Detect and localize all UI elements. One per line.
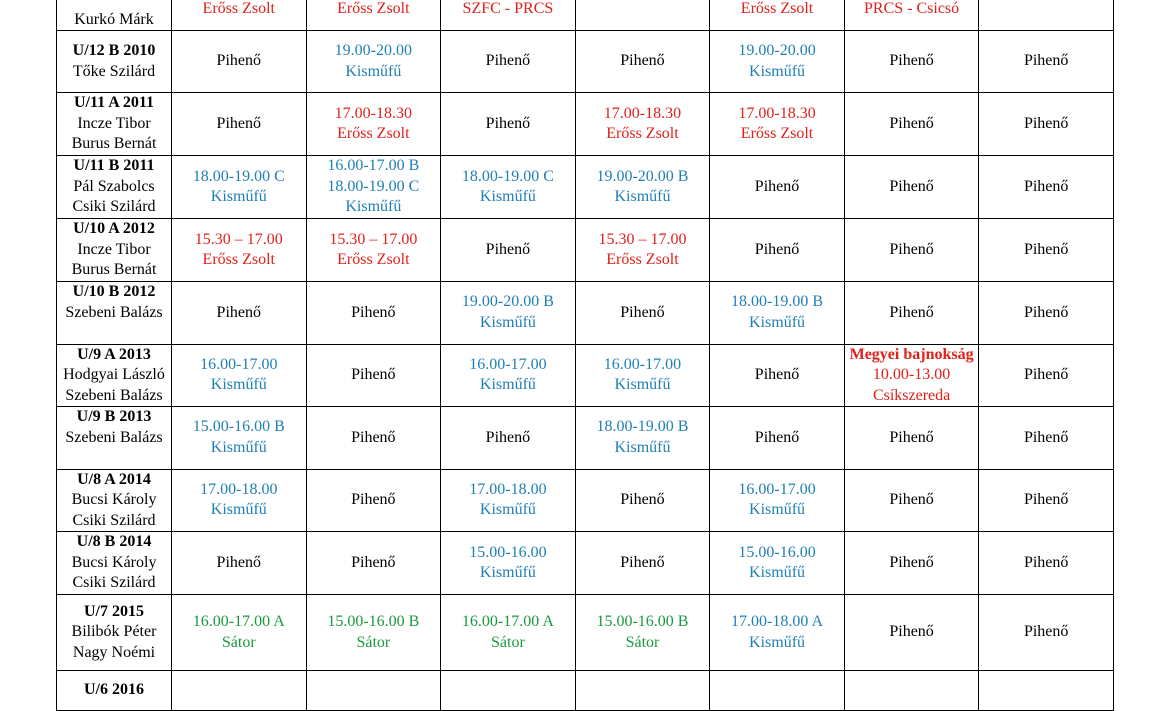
schedule-cell [979, 407, 1114, 470]
schedule-line: Kisműfű [345, 62, 402, 80]
coach-name: Szebeni Balázs [65, 428, 163, 446]
schedule-line: Megyei bajnokság [849, 345, 974, 363]
table-row [57, 671, 1114, 711]
schedule-cell [979, 671, 1114, 711]
schedule-line: Pihenő [216, 553, 261, 571]
table-row [57, 93, 1114, 156]
coach-name: Bilibók Péter [71, 623, 157, 641]
schedule-line: 16.00-17.00 A [192, 613, 285, 630]
schedule-line: 19.00-20.00 B [596, 167, 689, 185]
schedule-line: Kisműfű [210, 501, 267, 519]
coach-name: Nagy Noémi [72, 643, 156, 661]
team-title: U/10 B 2012 [72, 283, 156, 300]
schedule-line: Pihenő [351, 553, 396, 571]
schedule-line: 17.00-18.30 [334, 104, 412, 122]
schedule-line: 18.00-19.00 B [596, 418, 689, 436]
schedule-line: 17.00-18.30 [603, 104, 682, 122]
schedule-line: 15.00-16.00 B [596, 613, 689, 630]
schedule-cell [306, 595, 441, 671]
schedule-line: 16.00-17.00 B [327, 157, 420, 175]
schedule-cell [710, 407, 845, 470]
schedule-line: 10.00-13.00 [872, 366, 951, 383]
team-cell [57, 31, 172, 93]
schedule-cell [979, 469, 1114, 532]
table-row [57, 31, 1114, 93]
schedule-line: Pihenő [351, 366, 396, 383]
schedule-cell [710, 282, 845, 345]
schedule-line: Erőss Zsolt [337, 0, 410, 18]
table-row [57, 344, 1114, 407]
coach-name: Incze Tibor [77, 114, 151, 132]
schedule-cell [710, 93, 845, 156]
table-row [57, 0, 1114, 31]
schedule-line: Erőss Zsolt [202, 251, 275, 268]
schedule-line: Pihenő [889, 114, 934, 132]
team-cell [57, 0, 172, 31]
schedule-line: Kisműfű [479, 376, 536, 394]
schedule-line: 19.00-20.00 B [461, 293, 554, 311]
table-row [57, 282, 1114, 345]
schedule-line: 17.00-18.00 A [731, 613, 824, 630]
team-title: U/8 B 2014 [76, 533, 152, 551]
schedule-line: 16.00-17.00 [200, 355, 278, 373]
schedule-body [57, 0, 1114, 711]
team-cell [57, 282, 172, 345]
schedule-line: Pihenő [754, 366, 800, 383]
team-cell [57, 671, 172, 711]
schedule-cell [979, 282, 1114, 345]
schedule-cell [844, 595, 979, 671]
schedule-line: Kisműfű [749, 313, 806, 331]
training-schedule-table [56, 0, 1114, 711]
schedule-cell [844, 407, 979, 470]
schedule-cell [306, 93, 441, 156]
schedule-cell [710, 0, 845, 31]
schedule-line: Kisműfű [749, 633, 806, 651]
coach-name: Szebeni Balázs [65, 303, 163, 321]
table-row [57, 595, 1114, 671]
schedule-cell [575, 671, 710, 711]
schedule-cell [306, 671, 441, 711]
schedule-line: Erőss Zsolt [740, 125, 814, 142]
schedule-cell [575, 219, 710, 282]
schedule-cell [306, 344, 441, 407]
schedule-line: 19.00-20.00 [334, 42, 412, 59]
team-title: U/12 B 2010 [72, 42, 156, 59]
schedule-line: Pihenő [1023, 177, 1069, 195]
schedule-cell [575, 344, 710, 407]
schedule-cell [710, 31, 845, 93]
schedule-line: 15.30 – 17.00 [194, 230, 283, 248]
schedule-line: Pihenő [620, 52, 665, 70]
schedule-line: Erőss Zsolt [202, 0, 275, 18]
schedule-cell [844, 31, 979, 93]
schedule-line: PRCS - Csicsó [864, 0, 960, 18]
schedule-line: Kisműfű [749, 564, 806, 581]
schedule-cell [306, 469, 441, 532]
schedule-line: Kisműfű [614, 438, 671, 456]
schedule-cell [575, 595, 710, 671]
coach-name: Pál Szabolcs [73, 177, 155, 195]
schedule-cell [575, 156, 710, 219]
schedule-line: 17.00-18.30 [738, 104, 816, 122]
schedule-cell [306, 0, 441, 31]
schedule-line: Pihenő [620, 303, 665, 321]
schedule-line: Kisműfű [614, 188, 671, 205]
schedule-cell [710, 532, 845, 595]
team-cell [57, 344, 172, 407]
coach-name: Bucsi Károly [71, 553, 157, 571]
schedule-cell [441, 156, 576, 219]
schedule-cell [172, 407, 307, 470]
schedule-line: Kisműfű [479, 501, 536, 519]
schedule-cell [710, 671, 845, 711]
schedule-line: 17.00-18.00 [469, 480, 547, 498]
team-title: U/7 2015 [84, 602, 144, 620]
schedule-line: Pihenő [216, 303, 261, 321]
schedule-cell [306, 282, 441, 345]
table-row [57, 219, 1114, 282]
coach-name: Incze Tibor [77, 240, 151, 258]
schedule-line: Kisműfű [345, 198, 402, 216]
schedule-line: 18.00-19.00 B [731, 293, 824, 311]
schedule-cell [844, 156, 979, 219]
coach-name: Burus Bernát [71, 261, 157, 279]
schedule-cell [979, 93, 1114, 156]
schedule-line: Pihenő [485, 428, 531, 446]
schedule-cell [172, 282, 307, 345]
schedule-cell [306, 219, 441, 282]
schedule-cell [172, 532, 307, 595]
team-title: U/8 A 2014 [77, 470, 151, 488]
schedule-cell [575, 31, 710, 93]
coach-name: Csiki Szilárd [72, 574, 156, 592]
schedule-line: Pihenő [1023, 491, 1069, 508]
schedule-cell [441, 31, 576, 93]
schedule-cell [172, 671, 307, 711]
coach-name [57, 323, 171, 344]
schedule-cell [441, 469, 576, 532]
schedule-line: 18.00-19.00 C [192, 167, 285, 185]
schedule-line: Erőss Zsolt [606, 125, 679, 142]
schedule-cell [306, 31, 441, 93]
team-title: U/6 2016 [84, 681, 144, 699]
schedule-line: 16.00-17.00 [603, 355, 682, 373]
schedule-line: Pihenő [889, 428, 934, 446]
schedule-line: 15.00-16.00 B [192, 418, 285, 436]
schedule-line: 18.00-19.00 C [327, 177, 420, 195]
team-cell [57, 469, 172, 532]
team-title: U/9 B 2013 [76, 408, 152, 425]
coach-name: Tőke Szilárd [72, 62, 156, 80]
schedule-cell [441, 671, 576, 711]
schedule-cell [979, 219, 1114, 282]
schedule-line: Pihenő [1023, 303, 1069, 321]
schedule-line: Csíkszereda [872, 386, 951, 404]
team-title: U/9 A 2013 [77, 345, 151, 363]
schedule-cell [979, 532, 1114, 595]
coach-name: Kurkó Márk [74, 10, 154, 28]
schedule-line: Pihenő [889, 623, 934, 641]
schedule-cell [172, 344, 307, 407]
schedule-line: 19.00-20.00 [738, 42, 816, 59]
schedule-line: Kisműfű [749, 62, 806, 80]
schedule-line: Pihenő [1023, 366, 1069, 383]
schedule-line: Kisműfű [614, 376, 671, 394]
schedule-line: SZFC - PRCS [462, 0, 554, 18]
schedule-line: Pihenő [889, 240, 934, 258]
schedule-cell [172, 156, 307, 219]
schedule-line: Pihenő [216, 114, 261, 132]
schedule-cell [575, 407, 710, 470]
table-row [57, 407, 1114, 470]
team-cell [57, 93, 172, 156]
schedule-cell [710, 469, 845, 532]
schedule-cell [710, 344, 845, 407]
schedule-cell [979, 31, 1114, 93]
schedule-line: Pihenő [216, 52, 261, 70]
schedule-cell [844, 0, 979, 31]
schedule-line: Sátor [625, 633, 660, 651]
coach-name: Hodgyai László [63, 366, 165, 383]
schedule-line: Kisműfű [749, 501, 806, 519]
team-cell [57, 532, 172, 595]
team-cell [57, 219, 172, 282]
schedule-cell [172, 0, 307, 31]
schedule-line: Kisműfű [479, 188, 536, 205]
schedule-line: Pihenő [351, 428, 396, 446]
schedule-cell [172, 93, 307, 156]
schedule-line: Pihenő [620, 553, 665, 571]
schedule-line: Kisműfű [479, 313, 536, 331]
schedule-line: Pihenő [1023, 114, 1069, 132]
schedule-line: Erőss Zsolt [606, 251, 679, 268]
schedule-cell [441, 0, 576, 31]
schedule-line: Pihenő [485, 114, 531, 132]
schedule-line: Pihenő [889, 553, 934, 571]
schedule-cell [979, 0, 1114, 31]
schedule-line: 15.00-16.00 [469, 543, 547, 561]
schedule-line: Erőss Zsolt [337, 125, 410, 142]
schedule-line: 15.00-16.00 B [327, 613, 420, 630]
schedule-line: Pihenő [889, 52, 934, 70]
schedule-line: Pihenő [1023, 623, 1069, 641]
schedule-cell [306, 407, 441, 470]
schedule-line: 16.00-17.00 A [461, 613, 554, 630]
coach-name: Csiki Szilárd [72, 511, 156, 529]
coach-name: Szebeni Balázs [65, 386, 163, 404]
schedule-line: Kisműfű [210, 438, 267, 456]
team-title: U/10 A 2012 [73, 220, 155, 238]
schedule-line: Pihenő [754, 177, 800, 195]
schedule-line: Pihenő [754, 428, 800, 446]
schedule-cell [710, 219, 845, 282]
schedule-line: Sátor [356, 633, 391, 651]
table-row [57, 532, 1114, 595]
schedule-cell [844, 671, 979, 711]
schedule-line: Pihenő [1023, 52, 1069, 70]
schedule-line: Pihenő [889, 177, 934, 195]
schedule-cell [306, 156, 441, 219]
coach-name [57, 448, 171, 469]
schedule-cell [844, 219, 979, 282]
schedule-line: Pihenő [1023, 553, 1069, 571]
schedule-cell [172, 219, 307, 282]
schedule-cell [441, 532, 576, 595]
schedule-line: Kisműfű [210, 376, 267, 394]
schedule-cell [172, 469, 307, 532]
schedule-line: Pihenő [889, 303, 934, 321]
schedule-line: Sátor [491, 633, 525, 651]
schedule-cell [710, 156, 845, 219]
schedule-line: 15.30 – 17.00 [329, 230, 418, 248]
schedule-cell [979, 156, 1114, 219]
schedule-cell [844, 532, 979, 595]
schedule-cell [575, 469, 710, 532]
schedule-cell [844, 469, 979, 532]
schedule-cell [575, 0, 710, 31]
team-title: U/11 A 2011 [73, 94, 155, 112]
schedule-cell [979, 595, 1114, 671]
schedule-cell [441, 282, 576, 345]
schedule-line: Pihenő [485, 52, 531, 70]
schedule-cell [306, 532, 441, 595]
schedule-cell [710, 595, 845, 671]
schedule-line: 15.00-16.00 [738, 543, 816, 561]
team-cell [57, 595, 172, 671]
team-cell [57, 407, 172, 470]
coach-name: Burus Bernát [71, 135, 157, 153]
schedule-cell [441, 93, 576, 156]
coach-name: Bucsi Károly [71, 491, 157, 508]
schedule-line: Pihenő [485, 240, 531, 258]
schedule-line: 15.30 – 17.00 [598, 230, 687, 248]
schedule-line: 16.00-17.00 [469, 355, 547, 373]
schedule-line: 17.00-18.00 [200, 480, 278, 498]
schedule-line: 18.00-19.00 C [461, 167, 554, 185]
schedule-cell [844, 282, 979, 345]
schedule-cell [441, 407, 576, 470]
schedule-line: Pihenő [351, 491, 396, 508]
schedule-line: Pihenő [620, 491, 665, 508]
schedule-cell [441, 219, 576, 282]
schedule-line: Pihenő [889, 491, 934, 508]
schedule-line: Kisműfű [479, 564, 536, 581]
schedule-line: Erőss Zsolt [337, 251, 410, 268]
schedule-cell [575, 532, 710, 595]
table-row [57, 156, 1114, 219]
schedule-line: Pihenő [1023, 428, 1069, 446]
schedule-cell [575, 282, 710, 345]
schedule-cell [172, 595, 307, 671]
schedule-cell [172, 31, 307, 93]
schedule-cell [979, 344, 1114, 407]
schedule-line: Sátor [221, 633, 256, 651]
team-title: U/11 B 2011 [73, 157, 155, 175]
coach-name: Csiki Szilárd [72, 198, 156, 216]
schedule-line: Erőss Zsolt [740, 0, 814, 18]
schedule-line: Kisműfű [210, 188, 267, 205]
schedule-line: 16.00-17.00 [738, 480, 816, 498]
team-title [57, 0, 171, 10]
schedule-cell [844, 93, 979, 156]
team-cell [57, 156, 172, 219]
schedule-line: Pihenő [1023, 240, 1069, 258]
schedule-line: Pihenő [754, 240, 800, 258]
schedule-cell [441, 595, 576, 671]
table-row [57, 469, 1114, 532]
schedule-cell [844, 344, 979, 407]
schedule-line: Pihenő [351, 303, 396, 321]
schedule-cell [575, 93, 710, 156]
schedule-cell [441, 344, 576, 407]
